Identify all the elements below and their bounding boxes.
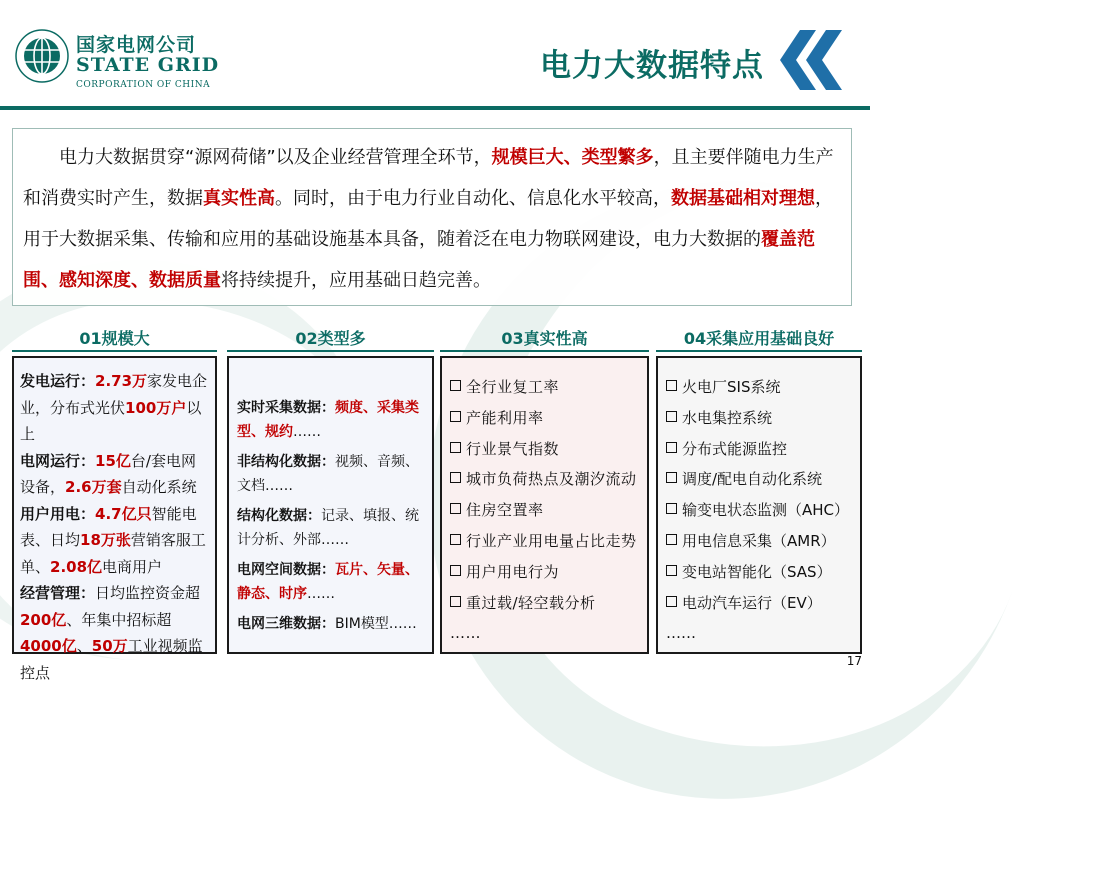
data-type-text: BIM模型……: [335, 616, 417, 632]
list-item-label: 行业景气指数: [466, 439, 560, 458]
data-type-label: 电网空间数据：: [237, 562, 335, 578]
column-divider: [12, 350, 217, 352]
data-type-text: 视频、音频、文档……: [237, 454, 419, 494]
list-more: ……: [450, 624, 481, 643]
label-consumption: 用户用电：: [20, 504, 96, 523]
list-item: [450, 526, 647, 557]
stat-value: 2.08亿: [50, 557, 103, 576]
list-item: [450, 588, 647, 619]
veracity-box: [440, 356, 649, 654]
veracity-list: [442, 358, 647, 649]
data-type-label: 实时采集数据：: [237, 400, 335, 416]
checkbox-square-icon: [450, 534, 461, 545]
stat-text: 电商用户: [102, 557, 163, 576]
list-item-label: 住房空置率: [466, 501, 544, 520]
checkbox-square-icon: [666, 503, 677, 514]
double-chevron-left-icon: [778, 30, 858, 90]
column-divider: [656, 350, 862, 352]
org-name-cn: 国家电网公司: [76, 34, 197, 56]
column-divider: [227, 350, 434, 352]
list-more: ……: [666, 624, 696, 643]
list-item-label: 产能利用率: [466, 408, 544, 427]
intro-text: 。同时，由于电力行业自动化、信息化水平较高，: [275, 188, 671, 209]
list-item-label: 重过载/轻空载分析: [466, 593, 596, 612]
foundation-list: [658, 358, 860, 649]
intro-paragraph: [12, 128, 852, 306]
stat-text: 自动化系统: [121, 478, 197, 496]
list-item: [666, 372, 860, 403]
data-type-label: 结构化数据：: [237, 508, 321, 524]
list-item-label: 火电厂SIS系统: [682, 378, 781, 396]
data-type-text: ……: [293, 424, 321, 440]
variety-text: [229, 358, 432, 636]
page-title: 电力大数据特点: [540, 48, 764, 84]
data-type-label: 电网三维数据：: [237, 616, 335, 632]
list-item: [666, 557, 860, 588]
header-divider: [0, 106, 870, 110]
label-generation: 发电运行：: [20, 372, 96, 390]
list-item-label: 城市负荷热点及潮汐流动: [466, 470, 637, 489]
checkbox-square-icon: [450, 380, 461, 391]
data-type-highlight: 瓦片、矢量、静态、时序: [237, 562, 419, 602]
stat-text: 智能电表、日均: [20, 504, 197, 549]
data-type-group: [237, 450, 424, 498]
stat-value: 4.7亿只: [95, 504, 152, 523]
intro-text: 将持续提升，应用基础日趋完善。: [221, 270, 491, 291]
data-type-group: [237, 396, 424, 444]
label-operations: 经营管理：: [20, 584, 96, 602]
column-divider: [440, 350, 649, 352]
list-item: [450, 495, 647, 526]
column-title-veracity: 03真实性高: [501, 329, 588, 348]
data-type-text: ……: [307, 586, 335, 602]
checkbox-square-icon: [450, 442, 461, 453]
stat-text: 以上: [20, 398, 202, 443]
list-item: [450, 464, 647, 495]
checkbox-square-icon: [450, 565, 461, 576]
checkbox-square-icon: [666, 565, 677, 576]
org-name-en: STATE GRID: [76, 54, 220, 76]
list-item-label: 全行业复工率: [466, 378, 560, 396]
checkbox-square-icon: [666, 534, 677, 545]
list-item-label: 电动汽车运行（EV）: [682, 593, 822, 612]
list-item: [666, 588, 860, 619]
state-grid-logo-icon: [14, 28, 70, 84]
column-title-scale: 01规模大: [79, 329, 150, 348]
scale-text: [14, 358, 215, 686]
checkbox-square-icon: [666, 442, 677, 453]
list-item: [666, 526, 860, 557]
list-item: [666, 495, 860, 526]
stat-text: 日均监控资金超: [95, 584, 201, 602]
label-grid: 电网运行：: [20, 451, 96, 470]
stat-text: 、年集中招标超: [66, 610, 172, 629]
stat-text: 家发电企业，分布式光伏: [20, 372, 208, 417]
data-type-group: [237, 504, 424, 552]
stat-value: 15亿: [95, 451, 131, 470]
list-item: [450, 372, 647, 403]
checkbox-square-icon: [450, 596, 461, 607]
stat-value: 50万: [91, 637, 128, 655]
column-title-foundation: 04采集应用基础良好: [683, 329, 835, 348]
intro-text: 电力大数据贯穿“源网荷储”以及企业经营管理全环节，: [59, 147, 492, 168]
list-item: [666, 464, 860, 495]
list-item: [450, 557, 647, 588]
data-type-group: [237, 612, 424, 636]
list-item: [450, 434, 647, 465]
intro-highlight: 规模巨大、类型繁多: [491, 147, 654, 168]
checkbox-square-icon: [450, 472, 461, 483]
list-item-label: 调度/配电自动化系统: [682, 470, 823, 489]
list-item-label: 水电集控系统: [682, 408, 773, 427]
stat-value: 100万户: [125, 398, 187, 417]
intro-highlight: 真实性高: [203, 188, 275, 209]
list-item-label: 变电站智能化（SAS）: [682, 562, 832, 581]
intro-text: ，且主要伴随电力生产和消费实时产生，数据: [23, 147, 834, 209]
list-item: [666, 403, 860, 434]
checkbox-square-icon: [450, 411, 461, 422]
stat-value: 4000亿: [20, 637, 77, 655]
intro-highlight: 覆盖范围、感知深度、数据质量: [23, 229, 815, 291]
stat-value: 18万张: [80, 531, 131, 549]
foundation-box: [656, 356, 862, 654]
data-type-label: 非结构化数据：: [237, 454, 335, 470]
intro-highlight: 数据基础相对理想: [671, 188, 815, 209]
org-subtitle: CORPORATION OF CHINA: [76, 80, 211, 90]
stat-value: 2.73万: [95, 372, 148, 390]
stat-text: 营销客服工单、: [20, 531, 206, 576]
stat-text: 、: [76, 637, 92, 655]
list-item-label: 输变电状态监测（AHC）: [682, 501, 850, 520]
list-item-label: 用电信息采集（AMR）: [682, 531, 836, 550]
stat-text: 工业视频监控点: [20, 637, 203, 682]
checkbox-square-icon: [450, 503, 461, 514]
list-item-label: 行业产业用电量占比走势: [466, 531, 637, 550]
stat-value: 200亿: [20, 610, 67, 629]
checkbox-square-icon: [666, 380, 677, 391]
page-number: 17: [846, 654, 862, 668]
checkbox-square-icon: [666, 411, 677, 422]
column-title-variety: 02类型多: [295, 329, 366, 348]
checkbox-square-icon: [666, 596, 677, 607]
intro-text: ，用于大数据采集、传输和应用的基础设施基本具备，随着泛在电力物联网建设，电力大数据的: [23, 188, 833, 250]
list-item: [666, 434, 860, 465]
scale-box: [12, 356, 217, 682]
list-item: [450, 403, 647, 434]
data-type-group: [237, 558, 424, 606]
variety-box: [227, 356, 434, 654]
data-type-text: 记录、填报、统计分析、外部……: [237, 508, 419, 548]
list-item-label: 用户用电行为: [466, 562, 560, 581]
stat-value: 2.6万套: [65, 478, 122, 496]
stat-text: 台/套电网设备，: [20, 451, 196, 496]
data-type-highlight: 频度、采集类型、规约: [237, 400, 419, 440]
list-item-label: 分布式能源监控: [682, 439, 788, 458]
checkbox-square-icon: [666, 472, 677, 483]
